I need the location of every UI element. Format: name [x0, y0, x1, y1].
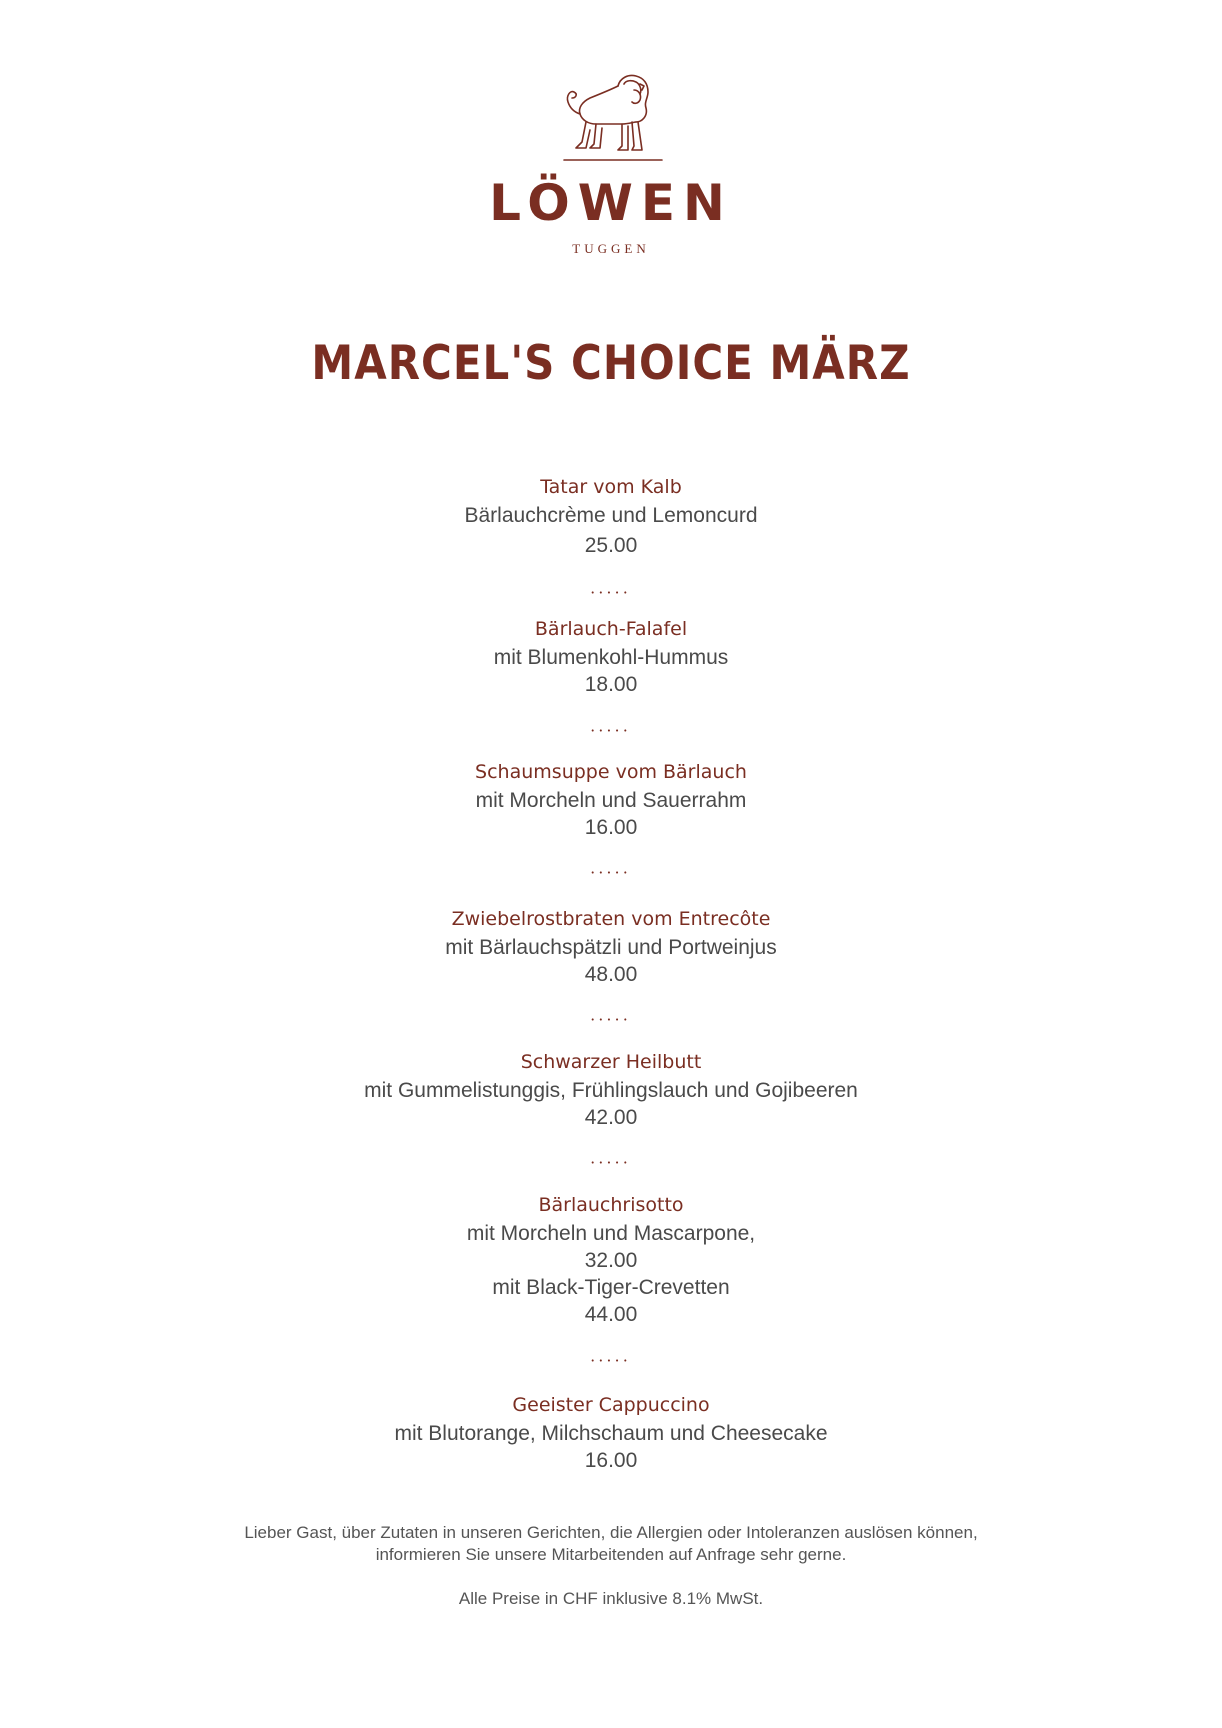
brand-location: TUGGEN [572, 241, 650, 256]
price-note: Alle Preise in CHF inklusive 8.1% MwSt. [458, 1589, 764, 1608]
dish-price: 32.00 [584, 1249, 638, 1272]
dish-description: Bärlauchcrème und Lemoncurd [464, 504, 758, 527]
separator: ••••• [590, 1016, 632, 1024]
dish-price: 48.00 [584, 963, 638, 986]
dish-price: 42.00 [584, 1106, 638, 1129]
separator: ••••• [590, 1357, 632, 1365]
dish-option-price: 44.00 [584, 1303, 638, 1326]
menu-title: MARCEL'S CHOICE MÄRZ [311, 335, 911, 391]
brand-name: LÖWEN [489, 174, 733, 232]
dish-name: Bärlauchrisotto [538, 1194, 684, 1216]
separator: ••••• [590, 869, 632, 877]
dish-name: Tatar vom Kalb [540, 476, 682, 498]
dish-option-description: mit Black-Tiger-Crevetten [492, 1276, 730, 1299]
dish-description: mit Gummelistunggis, Frühlingslauch und Gojibeeren [364, 1079, 858, 1102]
dish-price: 16.00 [584, 816, 638, 839]
dish-description: mit Blumenkohl-Hummus [493, 646, 729, 669]
dish-price: 16.00 [584, 1449, 638, 1472]
dish-name: Zwiebelrostbraten vom Entrecôte [451, 908, 771, 930]
allergy-note-line1: Lieber Gast, über Zutaten in unseren Gerichten, die Allergien oder Intoleranzen auslösen können, [244, 1523, 978, 1542]
allergy-note-line2: informieren Sie unsere Mitarbeitenden auf Anfrage sehr gerne. [375, 1545, 847, 1564]
lion-icon [560, 72, 666, 164]
dish-name: Bärlauch-Falafel [534, 618, 688, 640]
dish-name: Geeister Cappuccino [512, 1394, 710, 1416]
dish-description: mit Morcheln und Mascarpone, [466, 1222, 756, 1245]
dish-description: mit Morcheln und Sauerrahm [475, 789, 747, 812]
dish-price: 25.00 [584, 534, 638, 557]
dish-price: 18.00 [584, 673, 638, 696]
separator: ••••• [590, 727, 632, 735]
dish-description: mit Blutorange, Milchschaum und Cheesecake [394, 1422, 828, 1445]
dish-name: Schaumsuppe vom Bärlauch [475, 761, 747, 783]
separator: ••••• [590, 1159, 632, 1167]
dish-description: mit Bärlauchspätzli und Portweinjus [445, 936, 777, 959]
separator: ••••• [590, 589, 632, 597]
dish-name: Schwarzer Heilbutt [520, 1051, 702, 1073]
